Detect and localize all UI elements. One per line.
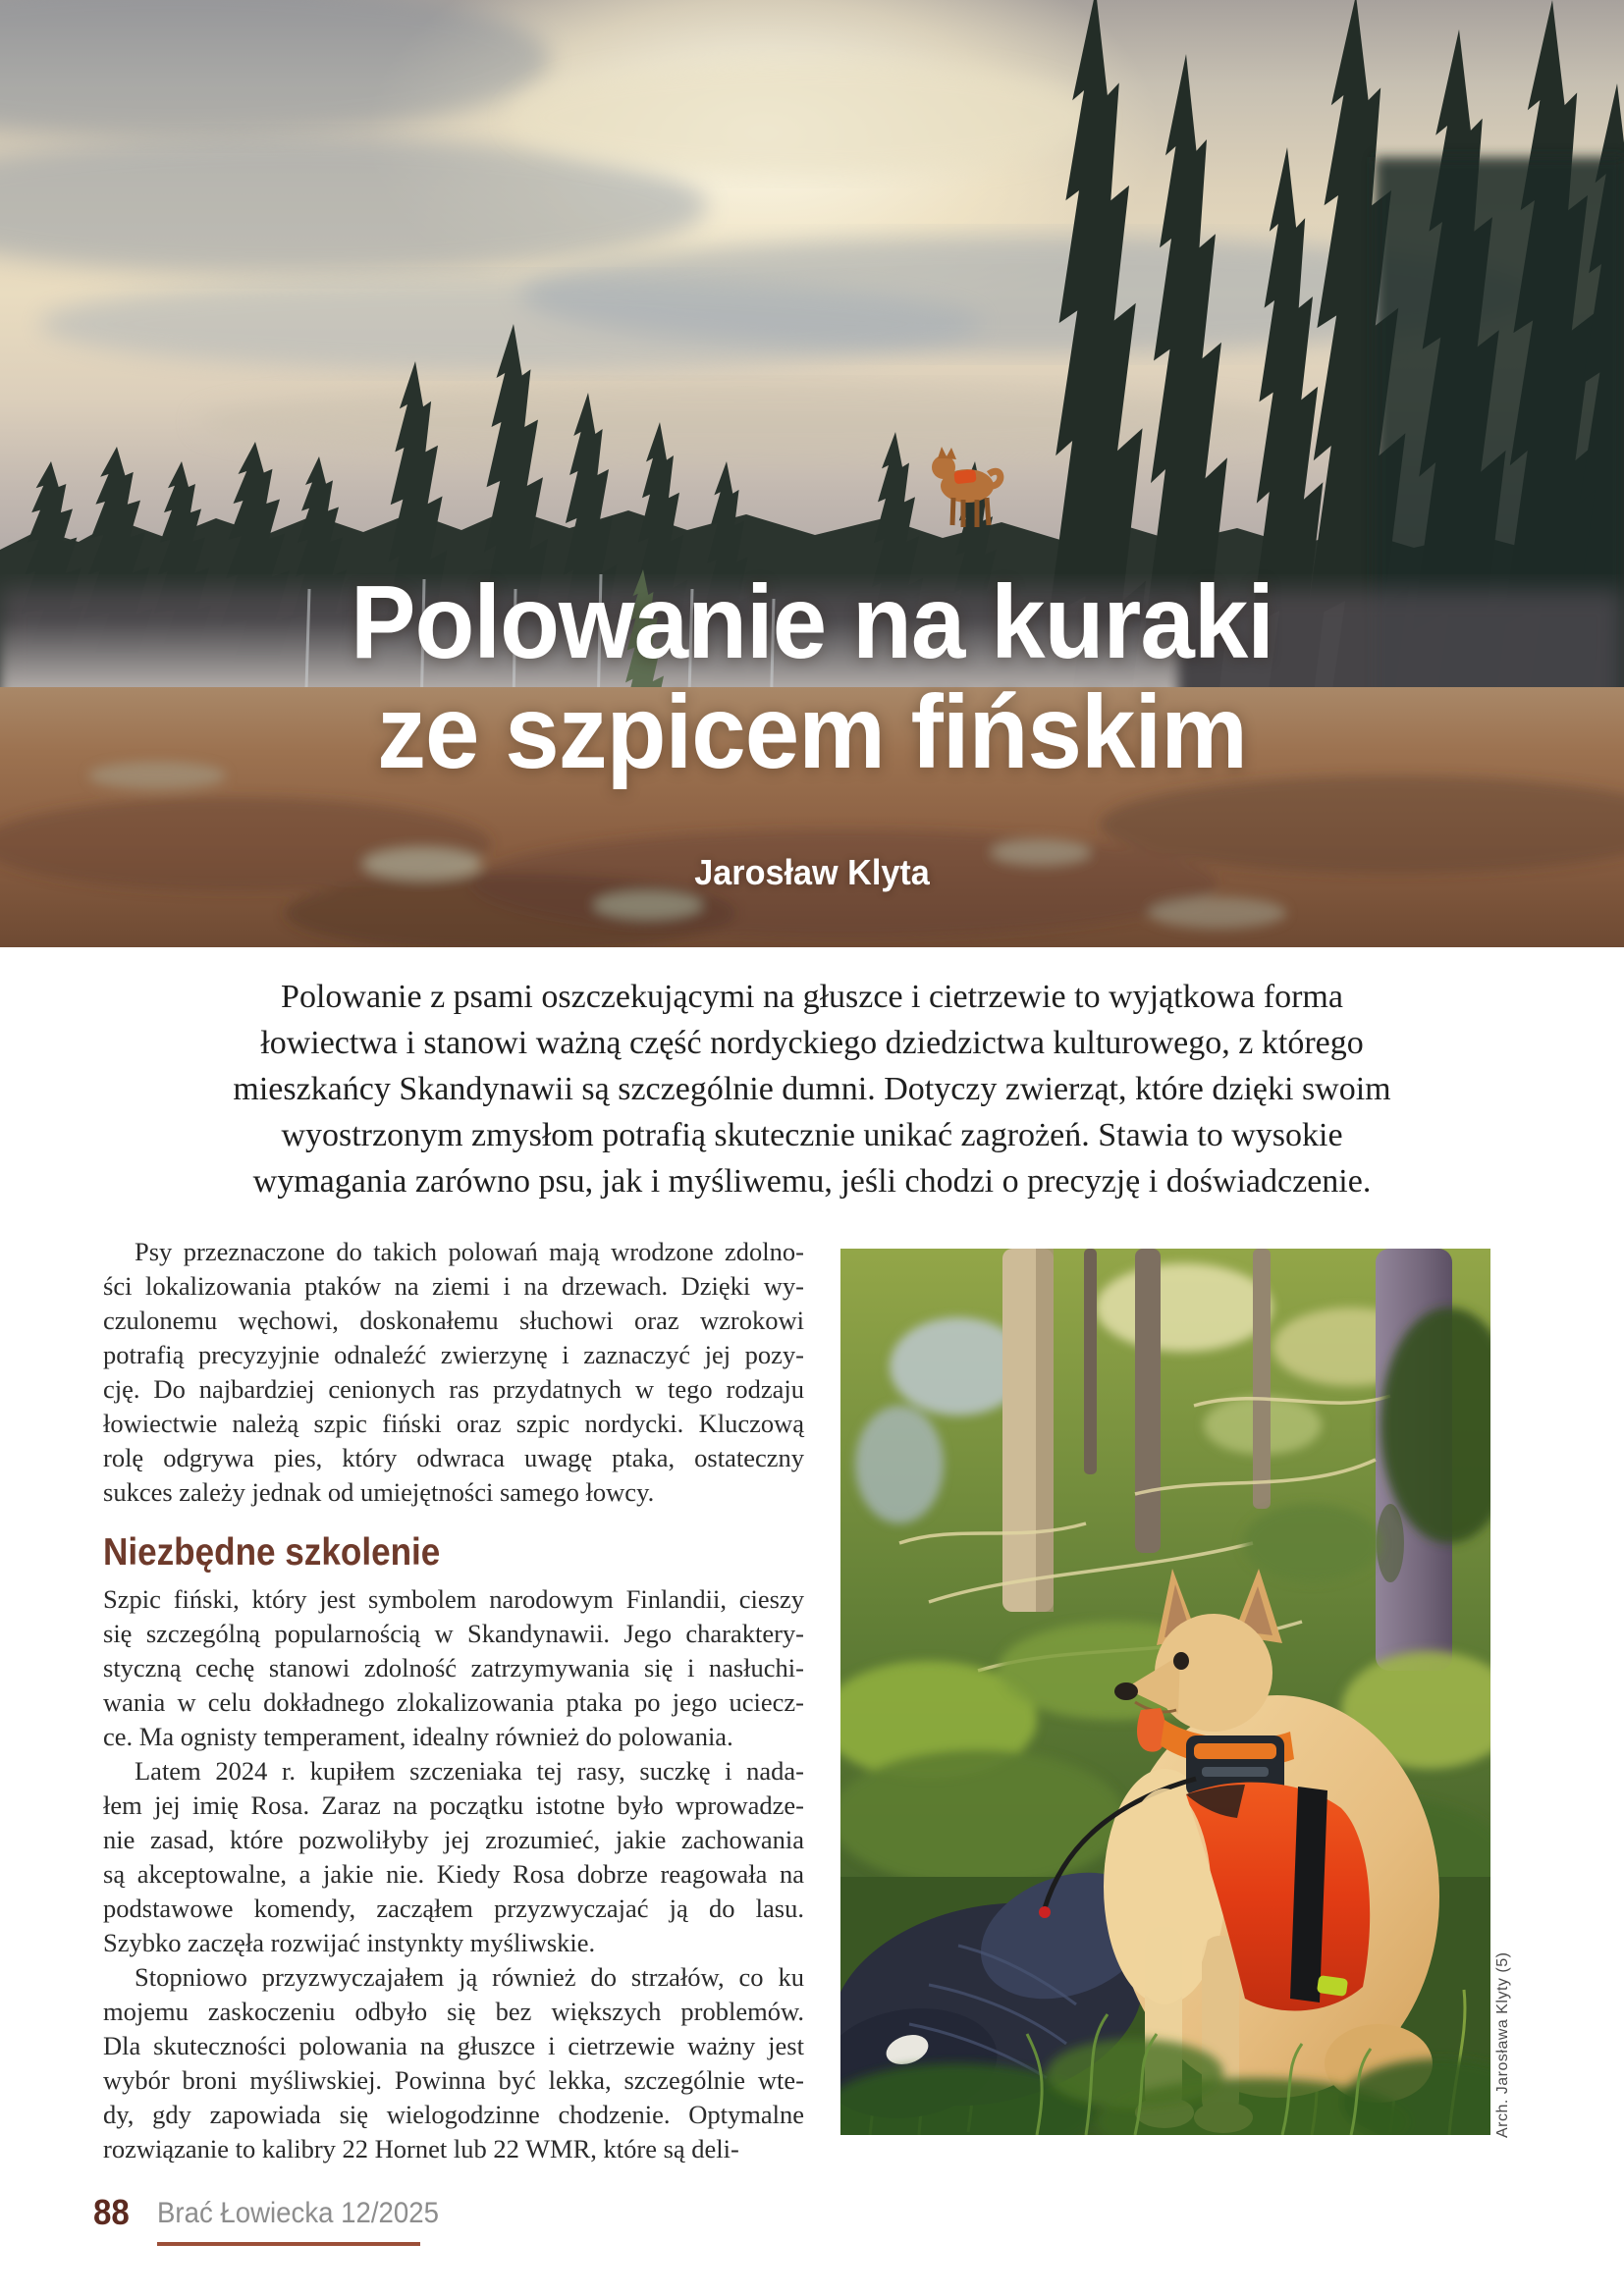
lead-line: wyostrzonym zmysłom potrafią skutecznie unikać zagrożeń. Stawia to wysokie <box>281 1117 1343 1153</box>
paragraph <box>103 1754 804 1960</box>
text-line: rolę odgrywa pies, który odwraca uwagę ptaka, ostateczny <box>103 1443 804 1472</box>
paragraph <box>103 1582 804 1754</box>
text-line: Dla skuteczności polowania na głuszce i cietrzewie ważny jest <box>103 2031 804 2060</box>
title-line-1: Polowanie na kuraki <box>350 564 1274 680</box>
text-line: Latem 2024 r. kupiłem szczeniaka tej rasy, suczkę i nada- <box>135 1756 804 1786</box>
page-number: 88 <box>93 2192 130 2232</box>
text-line: Psy przeznaczone do takich polowań mają wrodzone zdolno- <box>135 1237 804 1266</box>
hero-landscape-illustration <box>0 0 1624 947</box>
paragraph <box>103 1960 804 2166</box>
text-line: nie zasad, które pozwoliłyby jej zrozumieć, jakie zachowania <box>103 1825 804 1854</box>
lead-line: Polowanie z psami oszczekującymi na głuszce i cietrzewie to wyjątkowa forma <box>281 979 1343 1015</box>
text-line: rozwiązanie to kalibry 22 Hornet lub 22 WMR, które są deli- <box>103 2134 739 2163</box>
photo-credit: Arch. Jarosława Klyty (5) <box>1494 1951 1511 2138</box>
author-byline: Jarosław Klyta <box>694 852 930 892</box>
magazine-title: Brać Łowiecka 12/2025 <box>157 2197 439 2229</box>
text-line: podstawowe komendy, zacząłem przyzwyczajać ją do lasu. <box>103 1894 804 1923</box>
text-line: łowiectwie należą szpic fiński oraz szpic nordycki. Kluczową <box>103 1409 804 1438</box>
dog-photo-illustration <box>840 1249 1490 2135</box>
paragraph <box>103 1235 804 1510</box>
text-line: Szpic fiński, który jest symbolem narodowym Finlandii, cieszy <box>103 1584 804 1614</box>
lead-line: mieszkańcy Skandynawii są szczególnie dumni. Dotyczy zwierząt, które dzięki swoim <box>233 1071 1391 1107</box>
article-title <box>49 564 1576 791</box>
hero-photo <box>0 0 1624 947</box>
dog-photo <box>840 1249 1490 2135</box>
lead-line: łowiectwa i stanowi ważną część nordyckiego dziedzictwa kulturowego, z którego <box>260 1025 1364 1061</box>
lead-line: wymagania zarówno psu, jak i myśliwemu, jeśli chodzi o precyzję i doświadczenie. <box>252 1163 1372 1200</box>
text-line: się szczególną popularnością w Skandynawii. Jego charaktery- <box>103 1619 804 1648</box>
text-line: sukces zależy jednak od umiejętności samego łowcy. <box>103 1477 655 1507</box>
text-line: łem jej imię Rosa. Zaraz na początku istotne było wprowadze- <box>103 1790 804 1820</box>
text-line: ści lokalizowania ptaków na ziemi i na drzewach. Dzięki wy- <box>103 1271 804 1301</box>
text-line: potrafią precyzyjnie odnaleźć zwierzynę i zaznaczyć jej pozy- <box>103 1340 804 1369</box>
body-column <box>103 1235 804 2166</box>
footer-rule <box>157 2242 420 2246</box>
text-line: wybór broni myśliwskiej. Powinna być lekka, szczególnie wte- <box>103 2065 804 2095</box>
text-line: są akceptowalne, a jakie nie. Kiedy Rosa dobrze reagowała na <box>103 1859 804 1889</box>
text-line: ce. Ma ognisty temperament, idealny również do polowania. <box>103 1722 733 1751</box>
title-line-2: ze szpicem fińskim <box>377 674 1247 791</box>
text-line: mojemu zaskoczeniu odbyło się bez większych problemów. <box>103 1997 804 2026</box>
text-line: Stopniowo przyzwyczajałem ją również do strzałów, co ku <box>135 1962 804 1992</box>
text-line: dy, gdy zapowiada się wielogodzinne chodzenie. Optymalne <box>103 2100 804 2129</box>
text-line: styczną cechę stanowi zdolność zatrzymywania się i nasłuchi- <box>103 1653 804 1682</box>
text-line: czulonemu węchowi, doskonałemu słuchowi oraz wzrokowi <box>103 1306 804 1335</box>
section-heading: Niezbędne szkolenie <box>103 1531 441 1574</box>
text-line: wania w celu dokładnego zlokalizowania ptaka po jego uciecz- <box>103 1687 804 1717</box>
lead-paragraph <box>118 974 1506 1204</box>
text-line: cję. Do najbardziej cenionych ras przydatnych w tego rodzaju <box>103 1374 804 1404</box>
text-line: Szybko zaczęła rozwijać instynkty myśliwskie. <box>103 1928 596 1957</box>
